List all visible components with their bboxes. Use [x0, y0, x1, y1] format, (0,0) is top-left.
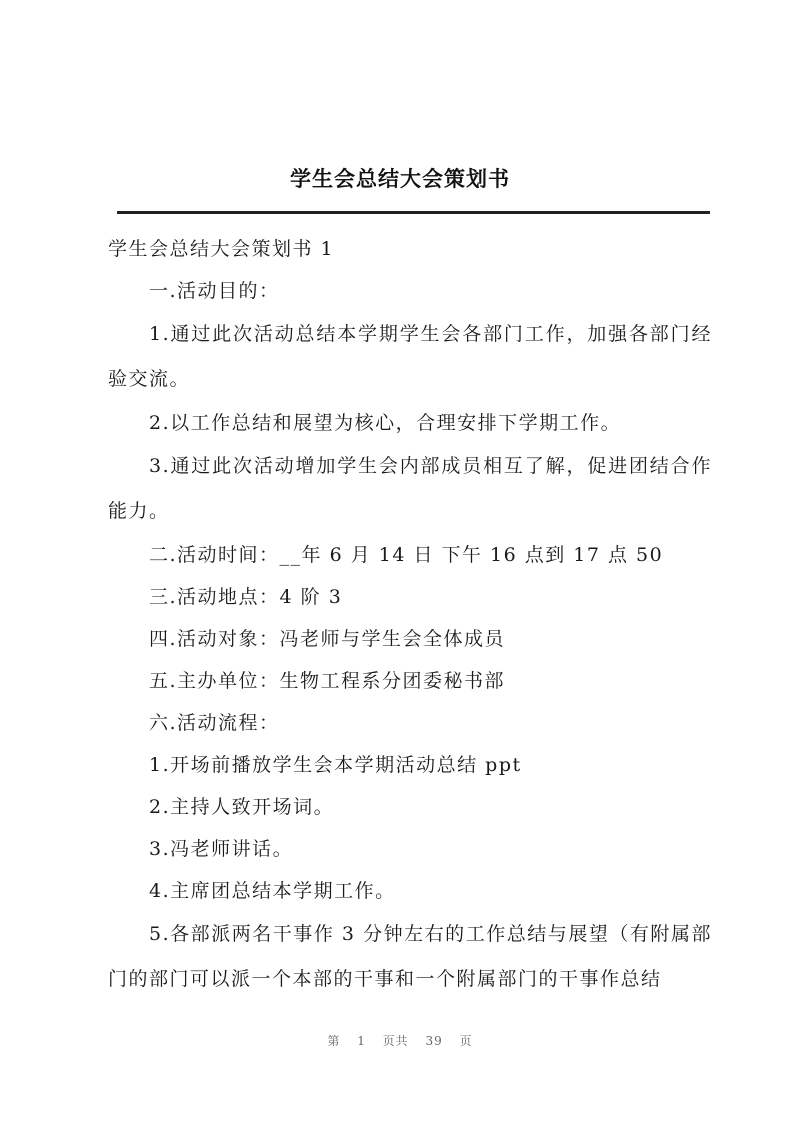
paragraph: 五.主办单位：生物工程系分团委秘书部: [149, 670, 506, 692]
paragraph: 1.开场前播放学生会本学期活动总结 ppt: [149, 754, 522, 776]
page-number: 1: [357, 1034, 366, 1048]
document-body: [108, 228, 712, 1002]
paragraph: 3.冯老师讲话。: [149, 838, 294, 860]
paragraph: 4.主席团总结本学期工作。: [149, 880, 396, 902]
total-pages: 39: [425, 1034, 443, 1048]
document-title: 学生会总结大会策划书: [290, 167, 510, 191]
paragraph: 2.以工作总结和展望为核心，合理安排下学期工作。: [149, 412, 622, 434]
footer-middle: 页共: [382, 1034, 409, 1048]
paragraph: 3.通过此次活动增加学生会内部成员相互了解，促进团结合作能力。: [108, 455, 712, 522]
footer-prefix: 第: [327, 1034, 341, 1048]
paragraph: 二.活动时间：__年 6 月 14 日 下午 16 点到 17 点 50: [149, 544, 664, 566]
paragraph: 2.主持人致开场词。: [149, 796, 335, 818]
paragraph: 三.活动地点：4 阶 3: [149, 586, 343, 608]
page-footer: [0, 1032, 800, 1049]
paragraph: 四.活动对象：冯老师与学生会全体成员: [149, 628, 506, 650]
footer-suffix: 页: [459, 1034, 473, 1048]
title-divider: [117, 211, 710, 214]
paragraph: 1.通过此次活动总结本学期学生会各部门工作，加强各部门经验交流。: [108, 323, 712, 390]
paragraph: 5.各部派两名干事作 3 分钟左右的工作总结与展望（有附属部门的部门可以派一个本部的干事和一个附属部门的干事作总结: [108, 923, 712, 990]
paragraph: 一.活动目的：: [149, 280, 280, 302]
paragraph: 六.活动流程：: [149, 712, 280, 734]
paragraph: 学生会总结大会策划书 1: [108, 238, 335, 260]
